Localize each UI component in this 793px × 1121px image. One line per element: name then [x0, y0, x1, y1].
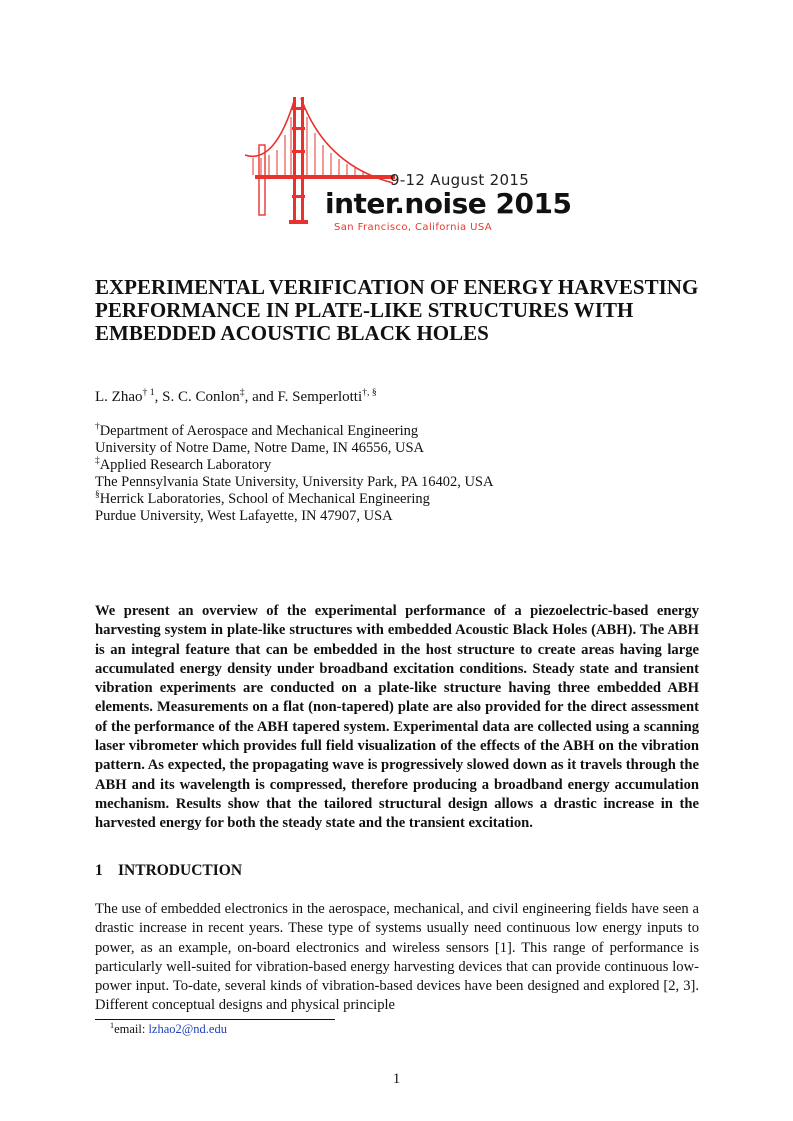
paper-title: EXPERIMENTAL VERIFICATION OF ENERGY HARVESTING PERFORMANCE IN PLATE-LIKE STRUCTURES WITH EMBEDDED ACOUSTIC BLACK HOLES [95, 275, 699, 345]
page-number: 1 [392, 1071, 401, 1087]
affiliation-mark: ‡ [95, 456, 100, 467]
author-separator: , [154, 389, 163, 405]
footnote [110, 1022, 227, 1037]
author-name: L. Zhao [95, 389, 143, 405]
affiliation-mark: § [95, 490, 100, 501]
introduction-paragraph: The use of embedded electronics in the aerospace, mechanical, and civil engineering fields have seen a drastic increase in recent years. These type of systems usually need continuous low energy inputs to power, as an example, on-board electronics and wireless sensors [1]. This range of performance is particularly well-suited for vibration-based energy harvesting devices that can provide continuous low-power input. To-date, several kinds of vibration-based devices have been designed and explored [2, 3]. Different conceptual designs and physical principle [95, 901, 699, 1014]
author-list [95, 389, 377, 406]
affiliation-line: Herrick Laboratories, School of Mechanical Engineering [99, 491, 430, 507]
footnote-rule [95, 1019, 335, 1020]
affiliation-address: The Pennsylvania State University, University Park, PA 16402, USA [95, 474, 494, 490]
affiliation [95, 491, 493, 508]
author-mark: † 1 [142, 387, 155, 398]
affiliation [95, 457, 493, 474]
affiliation-line: Department of Aerospace and Mechanical Engineering [99, 423, 419, 439]
author-separator: , and [244, 389, 278, 405]
affiliation-mark: † [95, 422, 100, 433]
email-link[interactable]: lzhao2@nd.edu [148, 1022, 227, 1036]
author-name: F. Semperlotti [277, 389, 363, 405]
affiliation-line: Applied Research Laboratory [99, 457, 272, 473]
conference-location: San Francisco, California USA [334, 222, 493, 233]
conference-name: inter.noise 2015 [325, 187, 572, 220]
affiliation [95, 423, 493, 440]
section-title: INTRODUCTION [118, 862, 243, 879]
affiliation-address: Purdue University, West Lafayette, IN 47907, USA [95, 508, 393, 524]
affiliations [95, 423, 493, 525]
conference-logo [245, 95, 572, 240]
conference-dates: 9-12 August 2015 [390, 171, 530, 189]
abstract: We present an overview of the experimental performance of a piezoelectric-based energy harvesting system in plate-like structures with embedded Acoustic Black Holes (ABH). The ABH is an integral feature that can be embedded in the host structure to create areas having large accumulated energy density under broadband excitation conditions. Steady state and transient vibration experiments are conducted on a plate-like structure having three embedded ABH elements. Measurements on a flat (non-tapered) plate are also provided for the direct assessment of the performance of the ABH tapered system. Experimental data are collected using a scanning laser vibrometer which provides full field visualization of the effects of the ABH on the vibration pattern. As expected, the propagating wave is progressively slowed down as it travels through the ABH and its wavelength is compressed, therefore producing a broadband energy accumulation mechanism. Results show that the tailored structural design allows a drastic increase in the harvested energy for both the steady state and the transient excitation. [95, 603, 699, 832]
section-number: 1 [95, 862, 103, 879]
footnote-label: email: [114, 1022, 149, 1036]
section-heading [95, 862, 242, 880]
author-mark: ‡ [239, 387, 245, 398]
author-name: S. C. Conlon [162, 389, 240, 405]
affiliation-address: University of Notre Dame, Notre Dame, IN 46556, USA [95, 440, 424, 456]
author-mark: †, § [362, 387, 377, 398]
footnote-mark: 1 [110, 1020, 115, 1030]
